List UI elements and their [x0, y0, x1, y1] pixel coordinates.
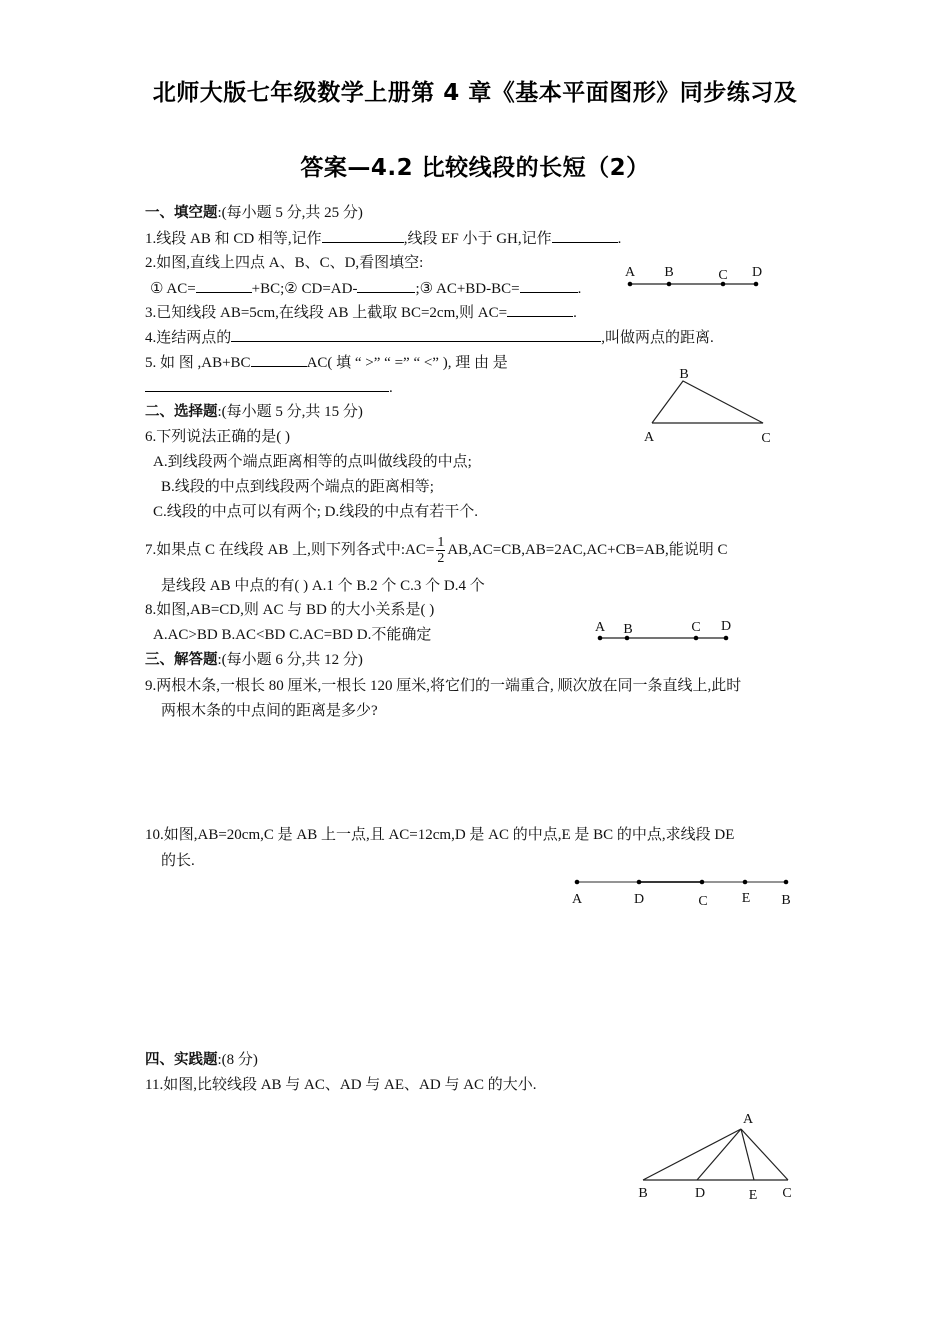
label-c: C [691, 620, 701, 635]
figure-q5-triangle [640, 362, 780, 452]
question-6-option-a: A.到线段两个端点距离相等的点叫做线段的中点; [153, 454, 472, 470]
q1-blank-1[interactable] [322, 228, 404, 243]
label-a: A [624, 265, 636, 280]
section-1-header [145, 203, 363, 223]
section-4-header [145, 1050, 258, 1070]
question-3 [145, 302, 577, 323]
q2-text-1: ① AC= [150, 281, 196, 297]
section-3-header [145, 650, 363, 670]
q1-text-a: 1.线段 AB 和 CD 相等,记作 [145, 231, 322, 247]
figure-q8-line-abcd [590, 614, 740, 644]
section-2-heading: 二、选择题 [145, 404, 218, 420]
section-1-heading: 一、填空题 [145, 205, 218, 221]
fraction-one-half [436, 535, 445, 566]
question-9-line1: 9.两根木条,一根长 80 厘米,一根长 120 厘米,将它们的一端重合, 顺次放在同一条直线上,此时 [145, 678, 742, 694]
label-a: A [594, 620, 606, 635]
question-9-line2: 两根木条的中点间的距离是多少? [161, 703, 378, 719]
section-4-heading: 四、实践题 [145, 1052, 218, 1068]
question-1 [145, 228, 621, 249]
q2-text-3: ;③ AC+BD-BC= [415, 281, 520, 297]
label-c: C [698, 894, 708, 909]
section-1-note: :(每小题 5 分,共 25 分) [217, 205, 363, 221]
question-10-line2: 的长. [161, 853, 195, 869]
q1-text-c: . [617, 231, 622, 247]
section-3-note: :(每小题 6 分,共 12 分) [217, 652, 363, 668]
question-7-options: 是线段 AB 中点的有( ) A.1 个 B.2 个 C.3 个 D.4 个 [161, 578, 485, 594]
q3-blank[interactable] [507, 302, 573, 317]
question-11: 11.如图,比较线段 AB 与 AC、AD 与 AE、AD 与 AC 的大小. [145, 1077, 537, 1093]
label-a: A [742, 1112, 754, 1127]
question-6-options-cd: C.线段的中点可以有两个; D.线段的中点有若干个. [153, 504, 479, 520]
label-b: B [638, 1186, 648, 1201]
question-8-options: A.AC>BD B.AC<BD C.AC=BD D.不能确定 [153, 627, 432, 643]
q4-text-a: 4.连结两点的 [145, 330, 232, 346]
section-2-header [145, 402, 363, 422]
question-7 [145, 535, 727, 566]
label-d: D [694, 1186, 706, 1201]
q2-blank-3[interactable] [520, 278, 578, 293]
q4-text-b: ,叫做两点的距离. [601, 330, 714, 346]
section-3-heading: 三、解答题 [145, 652, 218, 668]
figure-q10-line-adceb [566, 872, 796, 912]
fraction-denominator: 2 [437, 551, 445, 566]
label-c: C [782, 1186, 792, 1201]
question-5 [145, 352, 508, 373]
section-4-note: :(8 分) [217, 1052, 258, 1068]
question-6-option-b: B.线段的中点到线段两个端点的距离相等; [161, 479, 434, 495]
question-5-reason [145, 377, 393, 398]
label-a: A [571, 892, 583, 907]
section-2-note: :(每小题 5 分,共 15 分) [217, 404, 363, 420]
label-d: D [720, 619, 732, 634]
question-4 [145, 327, 714, 348]
figure-q11-triangle [620, 1100, 810, 1210]
question-2-parts [150, 278, 581, 299]
label-b: B [623, 622, 633, 637]
label-b: B [781, 893, 791, 908]
q3-text-b: . [573, 305, 577, 321]
label-b: B [664, 265, 674, 280]
label-e: E [741, 891, 751, 906]
label-d: D [751, 265, 763, 280]
q5-blank-1[interactable] [251, 352, 307, 367]
question-6-stem: 6.下列说法正确的是( ) [145, 429, 290, 445]
question-2-stem: 2.如图,直线上四点 A、B、C、D,看图填空: [145, 255, 424, 271]
q3-text-a: 3.已知线段 AB=5cm,在线段 AB 上截取 BC=2cm,则 AC= [145, 305, 508, 321]
q5-text-c: . [389, 380, 393, 396]
q7-text-b: AB,AC=CB,AB=2AC,AC+CB=AB,能说明 C [447, 541, 728, 558]
document-title-line1: 北师大版七年级数学上册第 4 章《基本平面图形》同步练习及 [152, 80, 798, 106]
figure-q2-line-abcd [620, 260, 770, 290]
question-10-line1: 10.如图,AB=20cm,C 是 AB 上一点,且 AC=12cm,D 是 AC 的中点,E 是 BC 的中点,求线段 DE [145, 827, 735, 843]
q5-blank-2[interactable] [145, 377, 389, 392]
label-d: D [633, 892, 645, 907]
fraction-numerator: 1 [437, 535, 445, 550]
label-b: B [679, 367, 689, 382]
q5-text-a: 5. 如 图 ,AB+BC [145, 355, 251, 371]
question-8-stem: 8.如图,AB=CD,则 AC 与 BD 的大小关系是( ) [145, 602, 435, 618]
q7-text-a: 7.如果点 C 在线段 AB 上,则下列各式中:AC= [145, 541, 435, 558]
q2-text-4: . [577, 281, 582, 297]
label-e: E [748, 1188, 758, 1203]
q2-text-2: +BC;② CD=AD- [251, 281, 358, 297]
q5-text-b: AC( 填 “ >” “ =” “ <” ), 理 由 是 [306, 355, 508, 371]
q2-blank-1[interactable] [196, 278, 252, 293]
q4-blank[interactable] [231, 327, 601, 342]
q1-blank-2[interactable] [552, 228, 618, 243]
label-a: A [643, 430, 655, 445]
label-c: C [761, 431, 771, 446]
q1-text-b: ,线段 EF 小于 GH,记作 [403, 231, 552, 247]
q2-blank-2[interactable] [357, 278, 415, 293]
document-title-line2: 答案—4.2 比较线段的长短（2） [300, 155, 650, 181]
label-c: C [718, 268, 728, 283]
